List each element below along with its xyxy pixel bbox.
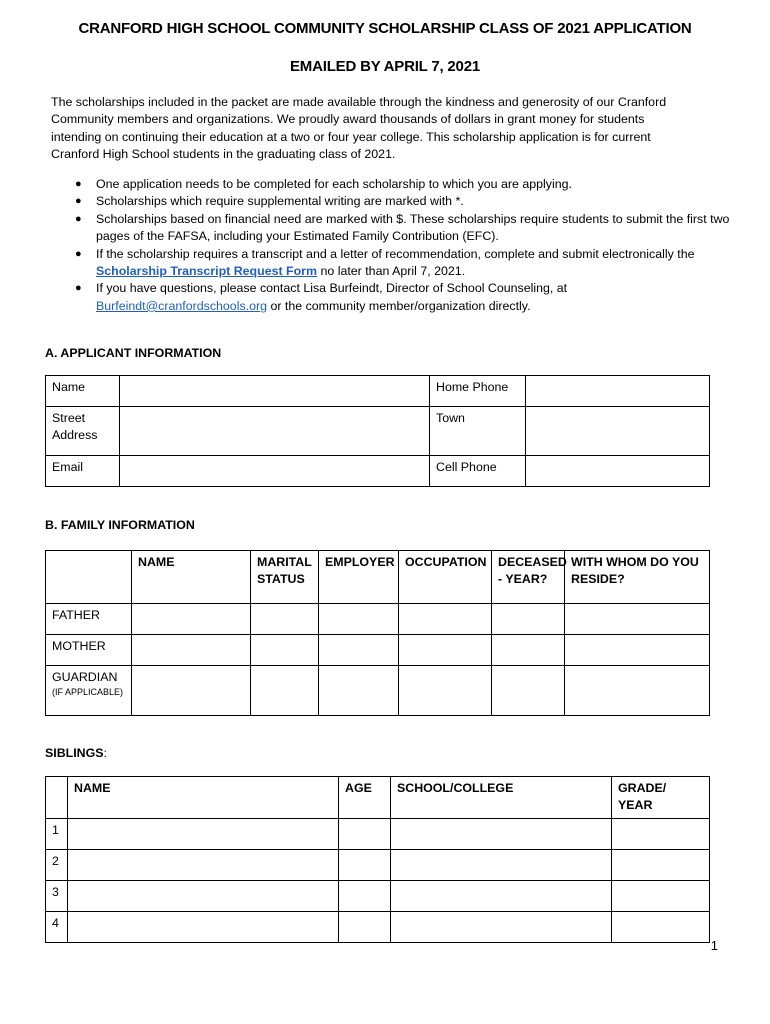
email-label: Email [46, 456, 120, 487]
father-deceased-field[interactable] [492, 604, 565, 635]
list-item: ● Scholarships which require supplemental writing are marked with *. [51, 193, 731, 210]
counselor-email-link[interactable]: Burfeindt@cranfordschools.org [96, 298, 267, 313]
sibling-name-field[interactable] [68, 880, 339, 911]
table-row [46, 911, 710, 942]
sibling-name-field[interactable] [68, 911, 339, 942]
table-row [46, 635, 710, 666]
guardian-note: (IF APPLICABLE) [52, 687, 124, 698]
instructions-list [51, 176, 731, 315]
sibling-grade-field[interactable] [612, 818, 710, 849]
sibling-age-field[interactable] [339, 818, 391, 849]
father-marital-status-field[interactable] [251, 604, 319, 635]
bullet-icon: ● [75, 282, 82, 295]
family-info-heading: B. FAMILY INFORMATION [45, 518, 195, 532]
siblings-table [45, 776, 710, 943]
document-subtitle: EMAILED BY APRIL 7, 2021 [290, 58, 480, 75]
father-label: FATHER [46, 604, 132, 635]
sibling-school-field[interactable] [391, 849, 612, 880]
home-phone-field[interactable] [526, 376, 710, 407]
father-employer-field[interactable] [319, 604, 399, 635]
mother-marital-status-field[interactable] [251, 635, 319, 666]
family-col-employer: EMPLOYER [319, 551, 399, 604]
father-reside-field[interactable] [565, 604, 710, 635]
guardian-name-field[interactable] [132, 666, 251, 716]
bullet-icon: ● [75, 212, 82, 225]
family-info-table [45, 550, 710, 716]
mother-occupation-field[interactable] [399, 635, 492, 666]
table-row [46, 818, 710, 849]
sibling-age-field[interactable] [339, 911, 391, 942]
town-field[interactable] [526, 407, 710, 456]
table-row [46, 880, 710, 911]
name-label: Name [46, 376, 120, 407]
intro-paragraph: The scholarships included in the packet are made available through the kindness and generosity of our Cranford Community members and organizations. We proudly award thousands of dollars in grant money for students intending on continuing their education at a two or four year college. This scholarship application is for current Cranford High School students in the graduating class of 2021. [51, 95, 667, 162]
guardian-marital-status-field[interactable] [251, 666, 319, 716]
sibling-col-name: NAME [68, 777, 339, 819]
family-col-name: NAME [132, 551, 251, 604]
guardian-employer-field[interactable] [319, 666, 399, 716]
bullet-icon: ● [75, 195, 82, 208]
town-label: Town [430, 407, 526, 456]
table-row [46, 604, 710, 635]
sibling-school-field[interactable] [391, 911, 612, 942]
family-col-deceased-year: DECEASED - YEAR? [492, 551, 565, 604]
sibling-col-grade-year: GRADE/ YEAR [612, 777, 710, 819]
sibling-header-blank [46, 777, 68, 819]
sibling-col-age: AGE [339, 777, 391, 819]
mother-label: MOTHER [46, 635, 132, 666]
list-item: ● If the scholarship requires a transcript and a letter of recommendation, complete and submit electronically the Scholarship Transcript Request Form no later than April 7, 2021. [75, 246, 695, 279]
bullet-icon: ● [75, 178, 82, 190]
sibling-age-field[interactable] [339, 849, 391, 880]
list-item: ● Scholarships based on financial need are marked with $. These scholarships require students to submit the first two pages of the FAFSA, including your Estimated Family Contribution (EFC). [75, 211, 730, 244]
sibling-age-field[interactable] [339, 880, 391, 911]
family-col-marital-status: MARITAL STATUS [251, 551, 319, 604]
home-phone-label: Home Phone [430, 376, 526, 407]
bullet-icon: ● [75, 247, 82, 260]
mother-reside-field[interactable] [565, 635, 710, 666]
sibling-col-school: SCHOOL/COLLEGE [391, 777, 612, 819]
father-name-field[interactable] [132, 604, 251, 635]
page-number: 1 [710, 938, 718, 953]
family-header-blank [46, 551, 132, 604]
sibling-row-number: 2 [46, 849, 68, 880]
name-field[interactable] [120, 376, 430, 407]
sibling-school-field[interactable] [391, 818, 612, 849]
cell-phone-label: Cell Phone [430, 456, 526, 487]
sibling-name-field[interactable] [68, 849, 339, 880]
father-occupation-field[interactable] [399, 604, 492, 635]
family-col-reside-with: WITH WHOM DO YOU RESIDE? [565, 551, 710, 604]
applicant-info-table [45, 375, 710, 487]
sibling-row-number: 3 [46, 880, 68, 911]
sibling-grade-field[interactable] [612, 911, 710, 942]
mother-name-field[interactable] [132, 635, 251, 666]
guardian-reside-field[interactable] [565, 666, 710, 716]
email-field[interactable] [120, 456, 430, 487]
sibling-name-field[interactable] [68, 818, 339, 849]
guardian-occupation-field[interactable] [399, 666, 492, 716]
list-item: ● One application needs to be completed for each scholarship to which you are applying. [51, 176, 731, 193]
table-row [46, 849, 710, 880]
guardian-deceased-field[interactable] [492, 666, 565, 716]
mother-deceased-field[interactable] [492, 635, 565, 666]
cell-phone-field[interactable] [526, 456, 710, 487]
document-title: CRANFORD HIGH SCHOOL COMMUNITY SCHOLARSHIP CLASS OF 2021 APPLICATION [78, 20, 692, 37]
sibling-grade-field[interactable] [612, 849, 710, 880]
table-row [46, 666, 710, 716]
sibling-row-number: 4 [46, 911, 68, 942]
transcript-request-form-link[interactable]: Scholarship Transcript Request Form [96, 264, 318, 279]
list-item: ● If you have questions, please contact Lisa Burfeindt, Director of School Counseling, at Burfeindt@cranfordschools.org or the community member/organization directly. [75, 281, 568, 313]
mother-employer-field[interactable] [319, 635, 399, 666]
guardian-label: GUARDIAN (IF APPLICABLE) [46, 666, 132, 716]
sibling-grade-field[interactable] [612, 880, 710, 911]
street-address-label: Street Address [46, 407, 120, 456]
sibling-row-number: 1 [46, 818, 68, 849]
applicant-info-heading: A. APPLICANT INFORMATION [45, 346, 222, 360]
sibling-school-field[interactable] [391, 880, 612, 911]
street-address-field[interactable] [120, 407, 430, 456]
siblings-heading: SIBLINGS: [45, 746, 107, 760]
family-col-occupation: OCCUPATION [399, 551, 492, 604]
